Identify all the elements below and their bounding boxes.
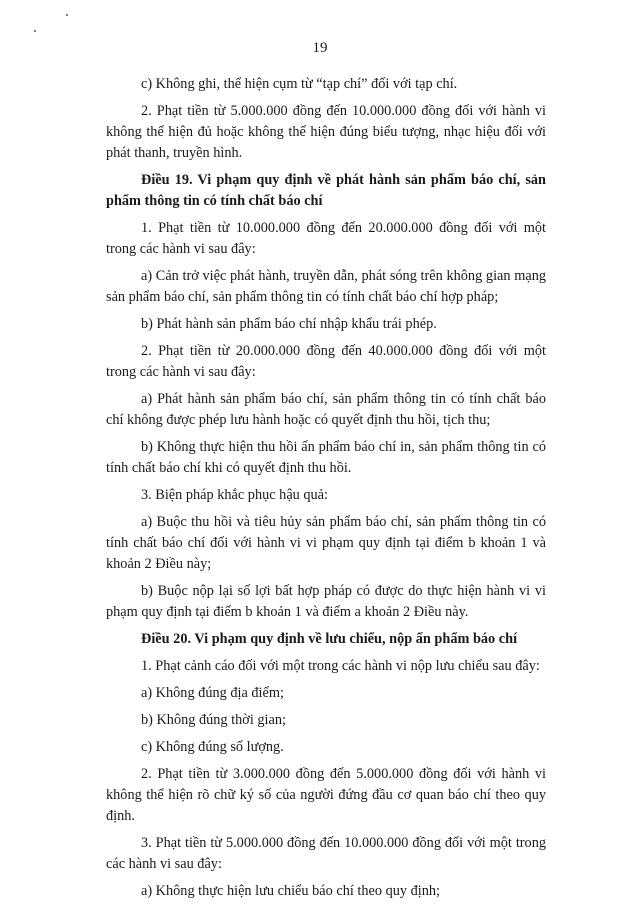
paragraph: 2. Phạt tiền từ 3.000.000 đồng đến 5.000.000 đồng đối với hành vi không thể hiện rõ chữ ký số của người đứng đầu cơ quan báo chí theo quy định. (106, 766, 546, 824)
paragraph: c) Không đúng số lượng. (141, 739, 284, 755)
paragraph: a) Phát hành sản phẩm báo chí, sản phẩm thông tin có tính chất báo chí không được phép lưu hành hoặc có quyết định thu hồi, tịch thu; (106, 391, 546, 428)
paragraph: a) Không đúng địa điểm; (141, 685, 284, 701)
paragraph: b) Buộc nộp lại số lợi bất hợp pháp có được do thực hiện hành vi vi phạm quy định tại điểm b khoản 1 và điểm a khoản 2 Điều này. (106, 583, 546, 620)
article-heading: Điều 20. Vi phạm quy định về lưu chiểu, nộp ấn phẩm báo chí (141, 631, 518, 647)
paragraph: a) Cản trở việc phát hành, truyền dẫn, phát sóng trên không gian mạng sản phẩm báo chí, sản phẩm thông tin có tính chất báo chí hợp pháp; (106, 268, 546, 305)
paragraph: 2. Phạt tiền từ 5.000.000 đồng đến 10.000.000 đồng đối với hành vi không thể hiện đủ hoặc không thể hiện đúng biểu tượng, nhạc hiệu đối với phát thanh, truyền hình. (106, 103, 546, 161)
paragraph: 1. Phạt tiền từ 10.000.000 đồng đến 20.000.000 đồng đối với một trong các hành vi sau đây: (106, 220, 546, 257)
paragraph: a) Không thực hiện lưu chiểu báo chí theo quy định; (141, 883, 440, 899)
scan-speck (66, 14, 68, 16)
scan-speck (34, 30, 36, 32)
paragraph: 3. Phạt tiền từ 5.000.000 đồng đến 10.000.000 đồng đối với một trong các hành vi sau đây: (106, 835, 546, 872)
paragraph: b) Không thực hiện thu hồi ấn phẩm báo chí in, sản phẩm thông tin có tính chất báo chí khi có quyết định thu hồi. (106, 439, 546, 476)
document-body (106, 74, 546, 908)
article-heading: Điều 19. Vi phạm quy định về phát hành sản phẩm báo chí, sản phẩm thông tin có tính chất báo chí (106, 172, 546, 209)
paragraph: b) Không đúng thời gian; (141, 712, 286, 728)
paragraph: b) Phát hành sản phẩm báo chí nhập khẩu trái phép. (141, 316, 437, 332)
paragraph: a) Buộc thu hồi và tiêu hủy sản phẩm báo chí, sản phẩm thông tin có tính chất báo chí đối với hành vi vi phạm quy định tại điểm b khoản 1 và khoản 2 Điều này; (106, 514, 546, 572)
paragraph: c) Không ghi, thể hiện cụm từ “tạp chí” đối với tạp chí. (141, 76, 458, 92)
paragraph: 3. Biện pháp khắc phục hậu quả: (141, 487, 328, 503)
paragraph: 1. Phạt cảnh cáo đối với một trong các hành vi nộp lưu chiểu sau đây: (141, 658, 540, 674)
page-number: 19 (312, 40, 328, 56)
paragraph: 2. Phạt tiền từ 20.000.000 đồng đến 40.000.000 đồng đối với một trong các hành vi sau đây: (106, 343, 546, 380)
